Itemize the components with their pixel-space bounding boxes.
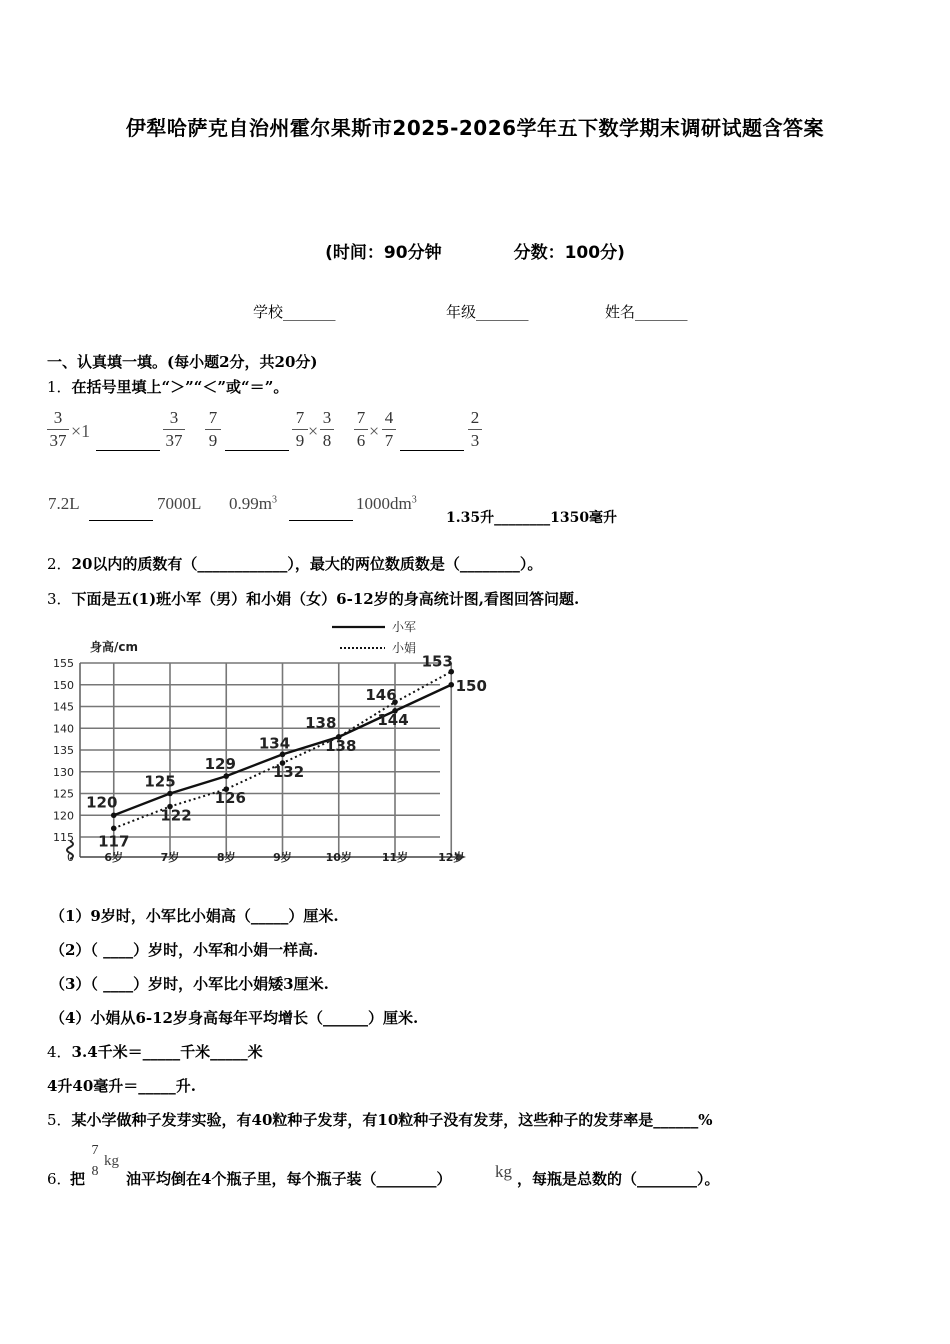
question-4-line-2: 4升40毫升＝_____升. <box>47 1077 197 1095</box>
data-label-xiaojun: 138 <box>305 713 337 732</box>
fraction: 7 8 <box>91 1143 99 1179</box>
answer-blank[interactable] <box>225 436 289 451</box>
unit-label: kg <box>495 1162 512 1181</box>
volume-label: 7.2L <box>48 494 80 513</box>
exam-time: (时间：90分钟 <box>325 243 442 263</box>
data-label-xiaojuan: 138 <box>325 736 357 755</box>
answer-blank[interactable] <box>289 506 353 521</box>
x-tick-label: 7岁 <box>160 851 180 864</box>
data-point <box>448 682 454 688</box>
unit-label: kg <box>104 1153 119 1169</box>
x-tick-label: 12岁 <box>438 851 465 864</box>
exam-score: 分数：100分) <box>513 243 625 263</box>
question-text: 在括号里填上“＞”“＜”或“＝”。 <box>71 378 289 396</box>
name-field[interactable]: 姓名_______ <box>605 303 688 321</box>
legend-label: 小军 <box>392 620 417 634</box>
y-tick-label: 130 <box>53 765 74 779</box>
y-tick-label: 155 <box>53 657 74 670</box>
data-label-xiaojuan: 117 <box>98 832 130 851</box>
y-axis-label: 身高/cm <box>90 640 139 654</box>
legend-label: 小娟 <box>392 641 417 655</box>
data-point <box>111 812 117 818</box>
data-point <box>111 826 117 832</box>
x-tick-label: 10岁 <box>325 851 352 864</box>
question-number: 4． <box>47 1043 72 1061</box>
sub-question-4: （4）小娟从6-12岁身高每年平均增长（______）厘米. <box>50 1009 419 1027</box>
question-number: 3． <box>47 590 72 608</box>
answer-blank[interactable] <box>89 506 153 521</box>
question-1 <box>47 376 288 397</box>
section-heading: 一、认真填一填。(每小题2分，共20分) <box>47 353 318 371</box>
data-point <box>280 752 286 758</box>
data-point <box>167 791 173 797</box>
fraction: 7 9 <box>205 408 221 451</box>
question-text: 某小学做种子发芽实验，有40粒种子发芽，有10粒种子没有发芽，这些种子的发芽率是______% <box>71 1111 713 1129</box>
answer-blank[interactable] <box>400 436 464 451</box>
volume-label: $0.99m^3$ <box>229 494 277 513</box>
question-text: 油平均倒在4个瓶子里，每个瓶子装（________） <box>126 1170 452 1188</box>
page-title: 伊犁哈萨克自治州霍尔果斯市2025-2026学年五下数学期末调研试题含答案 <box>125 116 825 140</box>
data-label-xiaojun: 144 <box>377 710 409 729</box>
question-4 <box>47 1041 263 1062</box>
school-field[interactable]: 学校_______ <box>253 303 336 321</box>
data-label-xiaojuan: 126 <box>214 789 246 808</box>
times-sign: ×1 <box>71 421 91 441</box>
x-tick-label: 9岁 <box>273 851 292 864</box>
question-number: 6． <box>47 1170 72 1188</box>
y-tick-label: 145 <box>53 700 74 714</box>
volume-label: $1000dm^3$ <box>356 494 417 513</box>
x-tick-label: 11岁 <box>381 851 409 864</box>
fraction: 3 37 <box>47 408 69 451</box>
times-sign: × <box>369 421 380 441</box>
data-label-xiaojun: 150 <box>455 676 487 695</box>
data-label-xiaojun: 134 <box>258 734 291 753</box>
fraction: 2 3 <box>468 408 482 451</box>
height-line-chart <box>40 615 487 875</box>
data-label-xiaojuan: 153 <box>421 652 453 671</box>
fraction: 7 9 <box>292 408 308 451</box>
volume-compare: 1.35升________1350毫升 <box>446 510 618 526</box>
exam-meta <box>0 238 950 263</box>
times-sign: × <box>308 421 319 441</box>
data-point <box>223 773 229 779</box>
question-number: 1． <box>47 378 72 396</box>
y-tick-label: 150 <box>53 678 74 692</box>
data-label-xiaojuan: 122 <box>160 806 192 825</box>
question-text: 20以内的质数有（____________），最大的两位数质数是（________）。 <box>71 555 543 573</box>
grade-field[interactable]: 年级_______ <box>446 303 529 321</box>
data-label-xiaojun: 120 <box>86 793 118 812</box>
sub-question-3: （3）（ ____）岁时，小军比小娟矮3厘米. <box>50 975 329 993</box>
y-tick-label: 120 <box>53 809 74 823</box>
fraction: 3 8 <box>320 408 334 451</box>
answer-blank[interactable] <box>96 436 160 451</box>
question-2 <box>47 553 542 574</box>
sub-question-1: （1）9岁时，小军比小娟高（_____）厘米. <box>50 907 339 925</box>
question-text: ，每瓶是总数的（________）。 <box>517 1170 720 1188</box>
data-label-xiaojun: 129 <box>204 755 236 774</box>
y-tick-label: 125 <box>53 787 74 801</box>
question-text: 3.4千米＝_____千米_____米 <box>71 1043 263 1061</box>
fraction: 7 6 <box>354 408 368 451</box>
question-3 <box>47 588 579 609</box>
sub-question-2: （2）（ ____）岁时，小军和小娟一样高. <box>50 941 319 959</box>
question-5 <box>47 1109 713 1130</box>
question-number: 2． <box>47 555 72 573</box>
y-tick-label: 135 <box>53 744 74 757</box>
x-tick-label: 6岁 <box>104 851 124 864</box>
data-label-xiaojuan: 146 <box>365 686 397 705</box>
question-text: 把 <box>70 1170 86 1188</box>
question-number: 5． <box>47 1111 72 1129</box>
data-label-xiaojuan: 132 <box>272 763 305 782</box>
data-label-xiaojun: 125 <box>144 772 176 791</box>
fraction: 3 37 <box>163 408 185 451</box>
y-tick-label: 0 <box>67 851 74 864</box>
volume-label: 7000L <box>157 494 202 513</box>
y-tick-label: 115 <box>53 831 74 844</box>
x-tick-label: 8岁 <box>216 851 236 864</box>
fraction: 4 7 <box>382 408 396 451</box>
question-text: 下面是五(1)班小军（男）和小娟（女）6-12岁的身高统计图,看图回答问题. <box>71 590 580 608</box>
y-tick-label: 140 <box>53 722 74 736</box>
